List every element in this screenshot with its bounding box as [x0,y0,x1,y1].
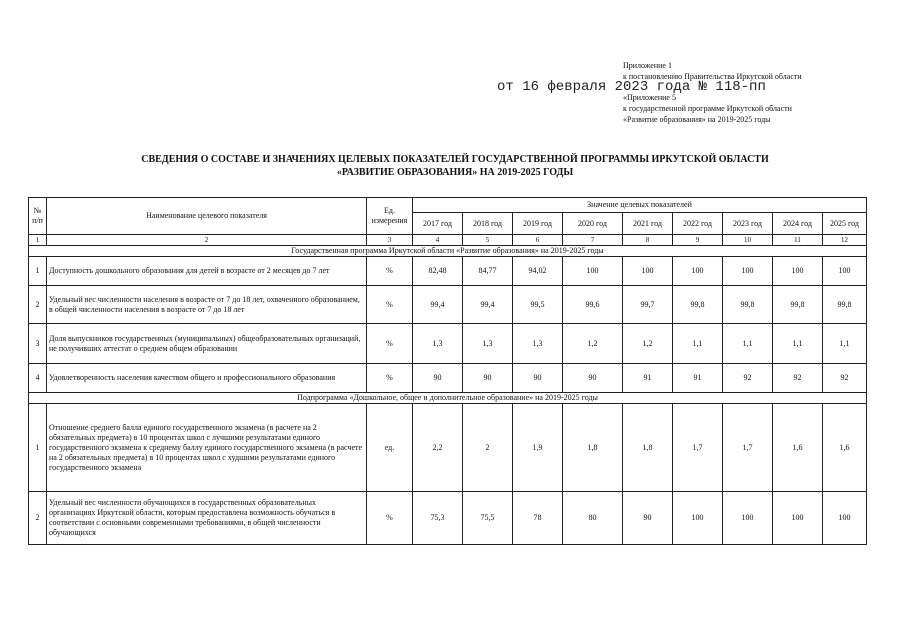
appendix-line: «Приложение 5 [623,93,676,102]
row-number: 2 [29,286,47,324]
column-number: 9 [673,235,723,246]
header-unit: Ед. измерения [367,198,413,235]
column-numbers-row [29,235,867,246]
value-cell: 100 [563,257,623,286]
unit-cell: % [367,492,413,545]
value-cell: 1,1 [823,324,867,364]
column-number: 8 [623,235,673,246]
value-cell: 1,3 [413,324,463,364]
value-cell: 99,8 [673,286,723,324]
table-row [29,404,867,492]
value-cell: 75,5 [463,492,513,545]
column-number: 3 [367,235,413,246]
year-header: 2024 год [773,213,823,235]
year-header: 2019 год [513,213,563,235]
value-cell: 2 [463,404,513,492]
unit-cell: % [367,257,413,286]
indicators-table [28,197,867,545]
value-cell: 84,77 [463,257,513,286]
column-number: 7 [563,235,623,246]
document-title [40,153,870,179]
appendix-line: Приложение 1 [623,61,672,70]
value-cell: 91 [623,364,673,393]
table-row [29,324,867,364]
appendix-line: к постановлению Правительства Иркутской области [623,72,802,81]
value-cell: 90 [463,364,513,393]
table-row [29,257,867,286]
value-cell: 1,8 [563,404,623,492]
value-cell: 99,8 [723,286,773,324]
year-header: 2021 год [623,213,673,235]
value-cell: 99,4 [413,286,463,324]
header-no: № п/п [29,198,47,235]
header-values: Значение целевых показателей [413,198,867,213]
value-cell: 1,2 [563,324,623,364]
value-cell: 100 [723,492,773,545]
value-cell: 90 [513,364,563,393]
indicator-name: Удельный вес численности обучающихся в государственных образовательных организациях Иркутской области, которым предоставлена возможность обучаться в соответствии с основными современными требованиями, в общей численности обучающихся [47,492,367,545]
value-cell: 1,3 [463,324,513,364]
value-cell: 100 [623,257,673,286]
row-number: 4 [29,364,47,393]
value-cell: 78 [513,492,563,545]
value-cell: 99,6 [563,286,623,324]
unit-cell: % [367,286,413,324]
table-row [29,286,867,324]
value-cell: 82,48 [413,257,463,286]
title-line-2: «РАЗВИТИЕ ОБРАЗОВАНИЯ» НА 2019-2025 ГОДЫ [336,167,574,178]
value-cell: 100 [773,492,823,545]
indicator-name: Доступность дошкольного образования для детей в возрасте от 2 месяцев до 7 лет [47,257,367,286]
value-cell: 100 [673,492,723,545]
appendix-line: к государственной программе Иркутской области [623,104,792,113]
row-number: 2 [29,492,47,545]
value-cell: 100 [823,492,867,545]
value-cell: 1,8 [623,404,673,492]
value-cell: 1,2 [623,324,673,364]
value-cell: 100 [673,257,723,286]
column-number: 2 [47,235,367,246]
indicator-name: Удовлетворенность населения качеством общего и профессионального образования [47,364,367,393]
value-cell: 99,8 [773,286,823,324]
column-number: 11 [773,235,823,246]
unit-cell: ед. [367,404,413,492]
section-title: Государственная программа Иркутской области «Развитие образования» на 2019-2025 годы [29,246,867,257]
value-cell: 91 [673,364,723,393]
value-cell: 75,3 [413,492,463,545]
value-cell: 1,1 [723,324,773,364]
appendix-line: «Развитие образования» на 2019-2025 годы [623,115,771,124]
value-cell: 1,7 [673,404,723,492]
value-cell: 99,7 [623,286,673,324]
table-body [29,246,867,545]
row-number: 1 [29,404,47,492]
unit-cell: % [367,364,413,393]
column-number: 1 [29,235,47,246]
row-number: 3 [29,324,47,364]
indicator-name: Доля выпускников государственных (муниципальных) общеобразовательных организаций, не получивших аттестат о среднем общем образовании [47,324,367,364]
year-header: 2020 год [563,213,623,235]
value-cell: 80 [563,492,623,545]
value-cell: 92 [773,364,823,393]
year-header: 2022 год [673,213,723,235]
value-cell: 100 [773,257,823,286]
value-cell: 1,6 [773,404,823,492]
value-cell: 1,1 [773,324,823,364]
value-cell: 92 [723,364,773,393]
table-row [29,492,867,545]
value-cell: 90 [623,492,673,545]
section-row [29,246,867,257]
value-cell: 100 [723,257,773,286]
value-cell: 1,9 [513,404,563,492]
column-number: 4 [413,235,463,246]
row-number: 1 [29,257,47,286]
value-cell: 1,1 [673,324,723,364]
year-header: 2023 год [723,213,773,235]
year-header: 2017 год [413,213,463,235]
year-header: 2025 год [823,213,867,235]
value-cell: 94,02 [513,257,563,286]
value-cell: 1,6 [823,404,867,492]
header-name: Наименование целевого показателя [47,198,367,235]
value-cell: 100 [823,257,867,286]
indicator-name: Отношение среднего балла единого государственного экзамена (в расчете на 2 обязательных предмета) в 10 процентах школ с лучшими результатами единого государственного экзамена к среднему баллу единого государственного экзамена (в расчете на 2 обязательных предмета) в 10 процентах школ с худшими результатами единого государственного экзамена [47,404,367,492]
table-row [29,364,867,393]
value-cell: 90 [563,364,623,393]
value-cell: 1,3 [513,324,563,364]
unit-cell: % [367,324,413,364]
section-title: Подпрограмма «Дошкольное, общее и дополнительное образование» на 2019-2025 годы [29,393,867,404]
section-row [29,393,867,404]
year-header: 2018 год [463,213,513,235]
indicator-name: Удельный вес численности населения в возрасте от 7 до 18 лет, охваченного образованием, в общей численности населения в возрасте от 7 до 18 лет [47,286,367,324]
value-cell: 90 [413,364,463,393]
decree-stamp: от 16 февраля 2023 года № 118-пп [497,79,766,95]
column-number: 5 [463,235,513,246]
value-cell: 2,2 [413,404,463,492]
column-number: 6 [513,235,563,246]
title-line-1: СВЕДЕНИЯ О СОСТАВЕ И ЗНАЧЕНИЯХ ЦЕЛЕВЫХ ПОКАЗАТЕЛЕЙ ГОСУДАРСТВЕННОЙ ПРОГРАММЫ ИРКУТСКОЙ ОБЛАСТИ [141,154,769,165]
value-cell: 99,5 [513,286,563,324]
value-cell: 92 [823,364,867,393]
value-cell: 99,4 [463,286,513,324]
column-number: 12 [823,235,867,246]
value-cell: 99,8 [823,286,867,324]
value-cell: 1,7 [723,404,773,492]
column-number: 10 [723,235,773,246]
